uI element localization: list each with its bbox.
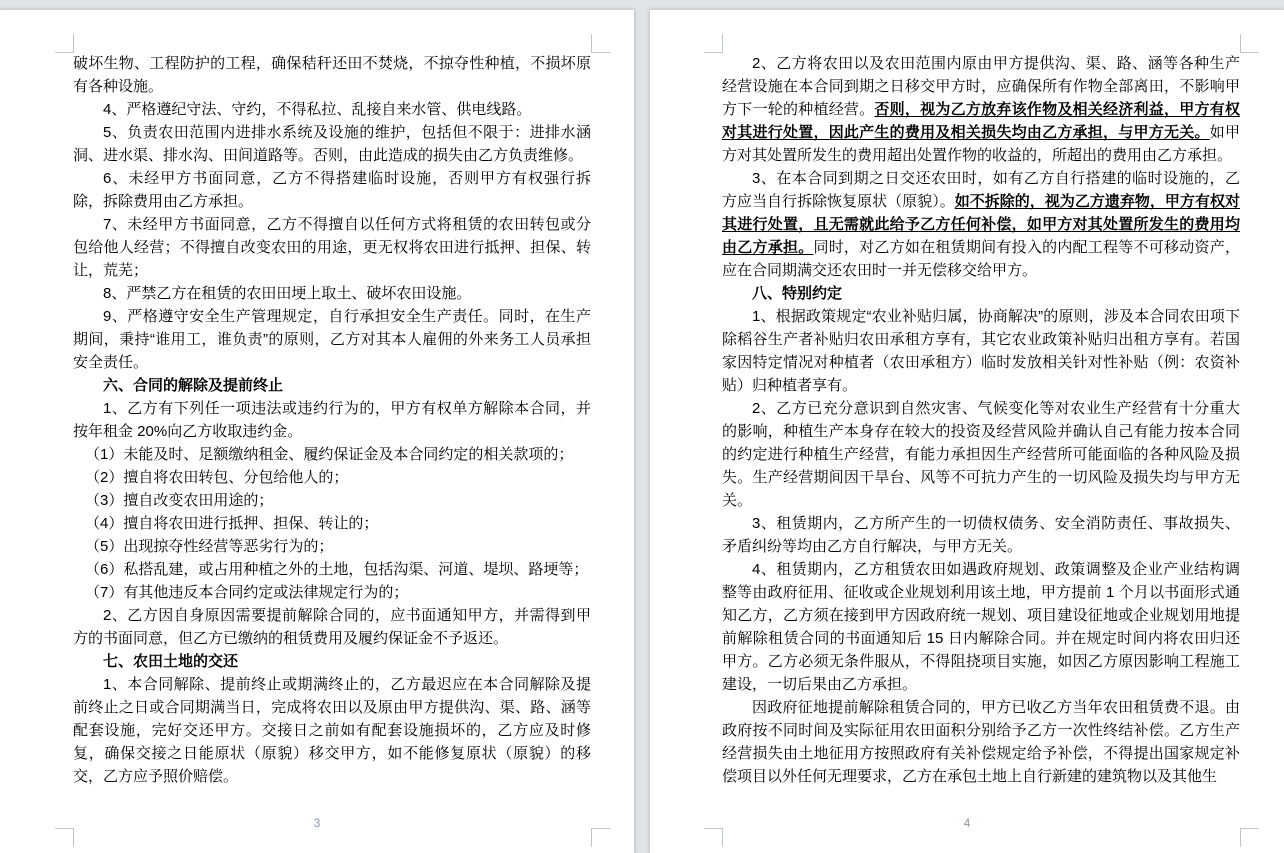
section-heading[interactable] <box>73 374 591 397</box>
text-run[interactable]: 2、乙方因自身原因需要提前解除合同的，应书面通知甲方，并需得到甲方的书面同意，但乙方已缴纳的租赁费用及履约保证金不予返还。 <box>73 607 591 647</box>
paragraph[interactable] <box>722 52 1240 167</box>
text-run[interactable]: 否则，视为乙方放弃该作物及相关经济利益，甲方有权对其进行处置，因此产生的费用及相关损失均由乙方承担，与甲方无关。 <box>722 101 1240 141</box>
text-run[interactable]: （2）擅自将农田转包、分包给他人的； <box>85 469 349 486</box>
text-run[interactable]: 七、农田土地的交还 <box>103 653 239 670</box>
paragraph[interactable] <box>722 558 1240 696</box>
text-run[interactable]: （3）擅自改变农田用途的； <box>85 492 274 509</box>
paragraph[interactable] <box>73 167 591 213</box>
text-run[interactable]: 7、未经甲方书面同意，乙方不得擅自以任何方式将租赁的农田转包或分包给他人经营；不得擅自改变农田的用途，更无权将农田进行抵押、担保、转让，荒芜； <box>73 216 591 279</box>
paragraph[interactable] <box>73 581 591 604</box>
paragraph[interactable] <box>73 535 591 558</box>
page-3-text-area[interactable] <box>73 52 591 788</box>
document-page-3 <box>0 10 634 853</box>
text-run[interactable]: 2、乙方将农田以及农田范围内原由甲方提供沟、渠、路、涵等各种生产经营设施在本合同到期之日移交甲方时，应确保所有作物全部离田，不影响甲方下一轮的种植经营。 <box>722 55 1240 118</box>
text-run[interactable]: 3、在本合同到期之日交还农田时，如有乙方自行搭建的临时设施的，乙方应当自行拆除恢复原状（原貌）。 <box>722 170 1240 210</box>
text-run[interactable]: 9、严格遵守安全生产管理规定，自行承担安全生产责任。同时，在生产期间，秉持“谁用工，谁负责”的原则，乙方对其本人雇佣的外来务工人员承担安全责任。 <box>73 308 591 371</box>
paragraph[interactable] <box>73 512 591 535</box>
paragraph[interactable] <box>73 397 591 443</box>
section-heading[interactable] <box>722 282 1240 305</box>
paragraph[interactable] <box>722 167 1240 282</box>
text-run[interactable]: 破坏生物、工程防护的工程，确保秸秆还田不焚烧，不掠夺性种植，不损坏原有各种设施。 <box>73 55 591 95</box>
text-run[interactable]: 同时，对乙方如在租赁期间有投入的内配工程等不可移动资产，应在合同期满交还农田时一并无偿移交给甲方。 <box>722 239 1240 279</box>
margin-crop-mark <box>704 34 723 53</box>
text-run[interactable]: 4、租赁期内，乙方租赁农田如遇政府规划、政策调整及企业产业结构调整等由政府征用、征收或企业规划利用该土地，甲方提前 1 个月以书面形式通知乙方，乙方须在接到甲方因政府统一规划、项目建设征地或企业规划用地提前解除租赁合同的书面通知后 15 日内解除合同。并在规定时间内将农田归还甲方。乙方必须无条件服从，不得阻挠项目实施，如因乙方原因影响工程施工建设，一切后果由乙方承担。 <box>722 561 1240 693</box>
text-run[interactable]: 1、乙方有下列任一项违法或违约行为的，甲方有权单方解除本合同，并按年租金 20%向乙方收取违约金。 <box>73 400 591 440</box>
paragraph[interactable] <box>73 558 591 581</box>
paragraph[interactable] <box>73 604 591 650</box>
margin-crop-mark <box>591 828 610 847</box>
paragraph[interactable] <box>73 673 591 788</box>
text-run[interactable]: 3、租赁期内，乙方所产生的一切债权债务、安全消防责任、事故损失、矛盾纠纷等均由乙方自行解决，与甲方无关。 <box>722 515 1240 555</box>
paragraph[interactable] <box>722 305 1240 397</box>
paragraph[interactable] <box>73 121 591 167</box>
paragraph[interactable] <box>73 489 591 512</box>
text-run[interactable]: 2、乙方已充分意识到自然灾害、气候变化等对农业生产经营有十分重大的影响，种植生产本身存在较大的投资及经营风险并确认自己有能力按本合同的约定进行种植生产经营，有能力承担因生产经营所可能面临的各种风险及损失。生产经营期间因干旱台、风等不可抗力产生的一切风险及损失均与甲方无关。 <box>722 400 1240 509</box>
paragraph[interactable] <box>722 397 1240 512</box>
text-run[interactable]: 6、未经甲方书面同意，乙方不得搭建临时设施，否则甲方有权强行拆除，拆除费用由乙方承担。 <box>73 170 591 210</box>
margin-crop-mark <box>1240 34 1259 53</box>
margin-crop-mark <box>55 34 74 53</box>
section-heading[interactable] <box>73 650 591 673</box>
paragraph[interactable] <box>722 696 1240 788</box>
text-run[interactable]: （4）擅自将农田进行抵押、担保、转让的； <box>85 515 379 532</box>
paragraph[interactable] <box>73 443 591 466</box>
text-run[interactable]: 因政府征地提前解除租赁合同的，甲方已收乙方当年农田租赁费不退。由政府按不同时间及实际征用农田面积分别给予乙方一次性终结补偿。乙方生产经营损失由土地征用方按照政府有关补偿规定给予补偿，不得提出国家规定补偿项目以外任何无理要求，乙方在承包土地上自行新建的建筑物以及其他生 <box>722 699 1240 785</box>
text-run[interactable]: 5、负责农田范围内进排水系统及设施的维护，包括但不限于：进排水涵洞、进水渠、排水沟、田间道路等。否则，由此造成的损失由乙方负责维修。 <box>73 124 591 164</box>
paragraph[interactable] <box>73 282 591 305</box>
document-page-4 <box>650 10 1284 853</box>
text-run[interactable]: 8、严禁乙方在租赁的农田田埂上取土、破坏农田设施。 <box>103 285 472 302</box>
page-4-text-area[interactable] <box>722 52 1240 788</box>
text-run[interactable]: 4、严格遵纪守法、守约，不得私拉、乱接自来水管、供电线路。 <box>103 101 532 118</box>
margin-crop-mark <box>704 828 723 847</box>
text-run[interactable]: 八、特别约定 <box>752 285 843 302</box>
paragraph[interactable] <box>73 305 591 374</box>
page-number: 4 <box>963 816 971 830</box>
paragraph[interactable] <box>73 466 591 489</box>
margin-crop-mark <box>1240 828 1259 847</box>
paragraph[interactable] <box>73 98 591 121</box>
text-run[interactable]: （7）有其他违反本合同约定或法律规定行为的； <box>85 584 409 601</box>
text-run[interactable]: 1、根据政策规定“农业补贴归属，协商解决”的原则，涉及本合同农田项下除稻谷生产者补贴归农田承租方享有，其它农业政策补贴归出租方享有。若国家因特定情况对种植者（农田承租方）临时发放相关针对性补贴（例：农资补贴）归种植者享有。 <box>722 308 1240 394</box>
margin-crop-mark <box>55 828 74 847</box>
page-number: 3 <box>313 816 321 830</box>
text-run[interactable]: （5）出现掠夺性经营等恶劣行为的； <box>85 538 334 555</box>
paragraph[interactable] <box>722 512 1240 558</box>
paragraph[interactable] <box>73 213 591 282</box>
text-run[interactable]: （1）未能及时、足额缴纳租金、履约保证金及本合同约定的相关款项的； <box>85 446 574 463</box>
text-run[interactable]: （6）私搭乱建，或占用种植之外的土地，包括沟渠、河道、堤坝、路埂等； <box>85 561 589 578</box>
text-run[interactable]: 如不拆除的，视为乙方遗弃物，甲方有权对其进行处置，且无需就此给予乙方任何补偿，如甲方对其处置所发生的费用均由乙方承担。 <box>722 193 1240 256</box>
margin-crop-mark <box>591 34 610 53</box>
text-run[interactable]: 1、本合同解除、提前终止或期满终止的，乙方最迟应在本合同解除及提前终止之日或合同期满当日，完成将农田以及原由甲方提供沟、渠、路、涵等配套设施，完好交还甲方。交接日之前如有配套设施损坏的，乙方应及时修复，确保交接之日能原状（原貌）移交甲方，如不能修复原状（原貌）的移交，乙方应予照价赔偿。 <box>73 676 591 785</box>
text-run[interactable]: 六、合同的解除及提前终止 <box>103 377 284 394</box>
paragraph[interactable] <box>73 52 591 98</box>
text-run[interactable]: 如甲方对其处置所发生的费用超出处置作物的收益的，所超出的费用由乙方承担。 <box>722 124 1240 164</box>
